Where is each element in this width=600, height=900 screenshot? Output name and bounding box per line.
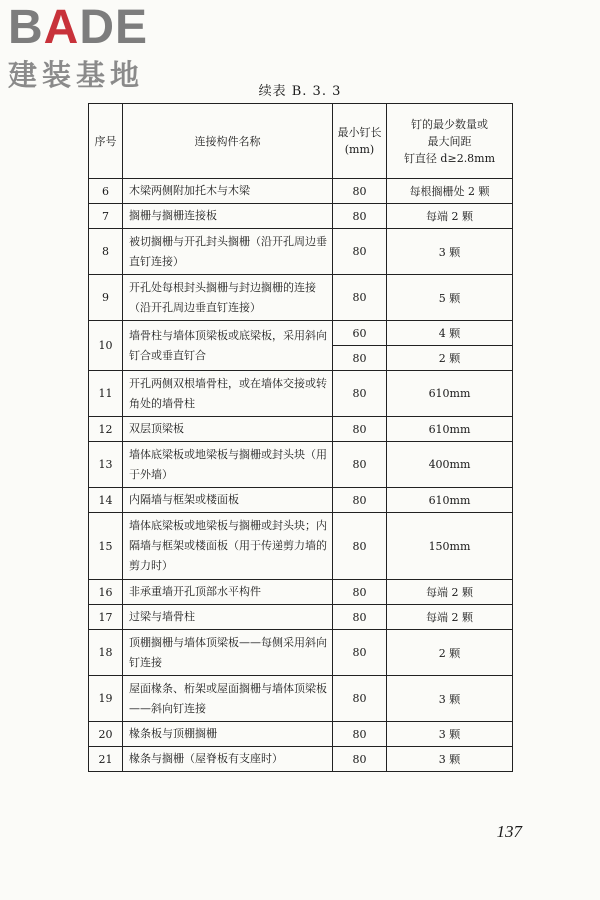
row-component-name: 木梁两侧附加托木与木梁 [123,179,333,204]
table-caption: 续表 B. 3. 3 [258,84,342,99]
header-name: 连接构件名称 [123,104,333,179]
row-number: 16 [89,580,123,605]
row-number: 13 [89,442,123,488]
table-row [89,605,513,630]
table-row [89,513,513,580]
row-number: 6 [89,179,123,204]
row-nail-length: 80 [333,442,387,488]
table-row [89,676,513,722]
row-nail-quantity: 610mm [387,417,513,442]
row-component-name: 椽条与搁栅（屋脊板有支座时） [123,747,333,772]
row-nail-quantity: 每端 2 颗 [387,605,513,630]
row-number: 11 [89,371,123,417]
table-row [89,275,513,321]
row-nail-length: 80 [333,229,387,275]
row-nail-quantity: 610mm [387,488,513,513]
row-nail-quantity: 400mm [387,442,513,488]
row-number: 17 [89,605,123,630]
row-number: 19 [89,676,123,722]
table-row [89,179,513,204]
row-number: 18 [89,630,123,676]
row-nail-length: 80 [333,371,387,417]
table-row [89,580,513,605]
row-nail-quantity: 150mm [387,513,513,580]
table-row [89,321,513,346]
table-row [89,204,513,229]
logo-wordmark: BADE [8,1,149,54]
row-component-name: 被切搁栅与开孔封头搁栅（沿开孔周边垂直钉连接） [123,229,333,275]
row-number: 7 [89,204,123,229]
row-nail-quantity: 2 颗 [387,630,513,676]
row-nail-quantity-alt: 2 颗 [387,346,513,371]
header-length: 最小钉长 (mm) [333,104,387,179]
row-nail-length: 80 [333,204,387,229]
row-nail-quantity: 3 颗 [387,229,513,275]
row-nail-quantity: 610mm [387,371,513,417]
logo-subtitle: 建装基地 [8,58,145,92]
table-row [89,371,513,417]
row-number: 10 [89,321,123,371]
table-row [89,417,513,442]
table-row [89,630,513,676]
table-header-row [89,104,513,179]
row-number: 14 [89,488,123,513]
row-nail-quantity: 每根搁栅处 2 颗 [387,179,513,204]
header-no: 序号 [89,104,123,179]
row-component-name: 墙体底梁板或地梁板与搁栅或封头块；内隔墙与框架或楼面板（用于传递剪力墙的剪力时） [123,513,333,580]
row-nail-length: 80 [333,722,387,747]
row-number: 20 [89,722,123,747]
row-nail-quantity: 3 颗 [387,747,513,772]
row-number: 9 [89,275,123,321]
row-component-name: 椽条板与顶棚搁栅 [123,722,333,747]
bade-logo [8,1,178,92]
row-component-name: 开孔处每根封头搁栅与封边搁栅的连接（沿开孔周边垂直钉连接） [123,275,333,321]
row-nail-length: 80 [333,417,387,442]
row-nail-length-alt: 80 [333,346,387,371]
table-row [89,488,513,513]
row-component-name: 屋面椽条、桁架或屋面搁栅与墙体顶梁板——斜向钉连接 [123,676,333,722]
row-number: 12 [89,417,123,442]
row-component-name: 墙体底梁板或地梁板与搁栅或封头块（用于外墙） [123,442,333,488]
row-number: 21 [89,747,123,772]
row-nail-length: 60 [333,321,387,346]
row-nail-quantity: 每端 2 颗 [387,580,513,605]
row-nail-length: 80 [333,605,387,630]
row-nail-quantity: 5 颗 [387,275,513,321]
row-component-name: 双层顶梁板 [123,417,333,442]
row-nail-length: 80 [333,747,387,772]
row-nail-length: 80 [333,630,387,676]
table-row [89,722,513,747]
row-nail-length: 80 [333,179,387,204]
row-nail-quantity: 3 颗 [387,722,513,747]
row-nail-length: 80 [333,275,387,321]
page-number: 137 [496,822,522,841]
row-nail-length: 80 [333,513,387,580]
table-row [89,747,513,772]
row-component-name: 过梁与墙骨柱 [123,605,333,630]
row-component-name: 内隔墙与框架或楼面板 [123,488,333,513]
row-nail-length: 80 [333,580,387,605]
table-row [89,442,513,488]
row-nail-length: 80 [333,488,387,513]
row-component-name: 开孔两侧双根墙骨柱，或在墙体交接或转角处的墙骨柱 [123,371,333,417]
row-component-name: 搁栅与搁栅连接板 [123,204,333,229]
row-nail-quantity: 4 颗 [387,321,513,346]
row-component-name: 非承重墙开孔顶部水平构件 [123,580,333,605]
row-number: 8 [89,229,123,275]
row-nail-length: 80 [333,676,387,722]
row-component-name: 顶棚搁栅与墙体顶梁板——每侧采用斜向钉连接 [123,630,333,676]
row-nail-quantity: 每端 2 颗 [387,204,513,229]
row-nail-quantity: 3 颗 [387,676,513,722]
row-number: 15 [89,513,123,580]
header-quantity: 钉的最少数量或 最大间距 钉直径 d≥2.8mm [387,104,513,179]
row-component-name: 墙骨柱与墙体顶梁板或底梁板，采用斜向钉合或垂直钉合 [123,321,333,371]
table-row [89,229,513,275]
nail-connection-table [88,103,513,772]
